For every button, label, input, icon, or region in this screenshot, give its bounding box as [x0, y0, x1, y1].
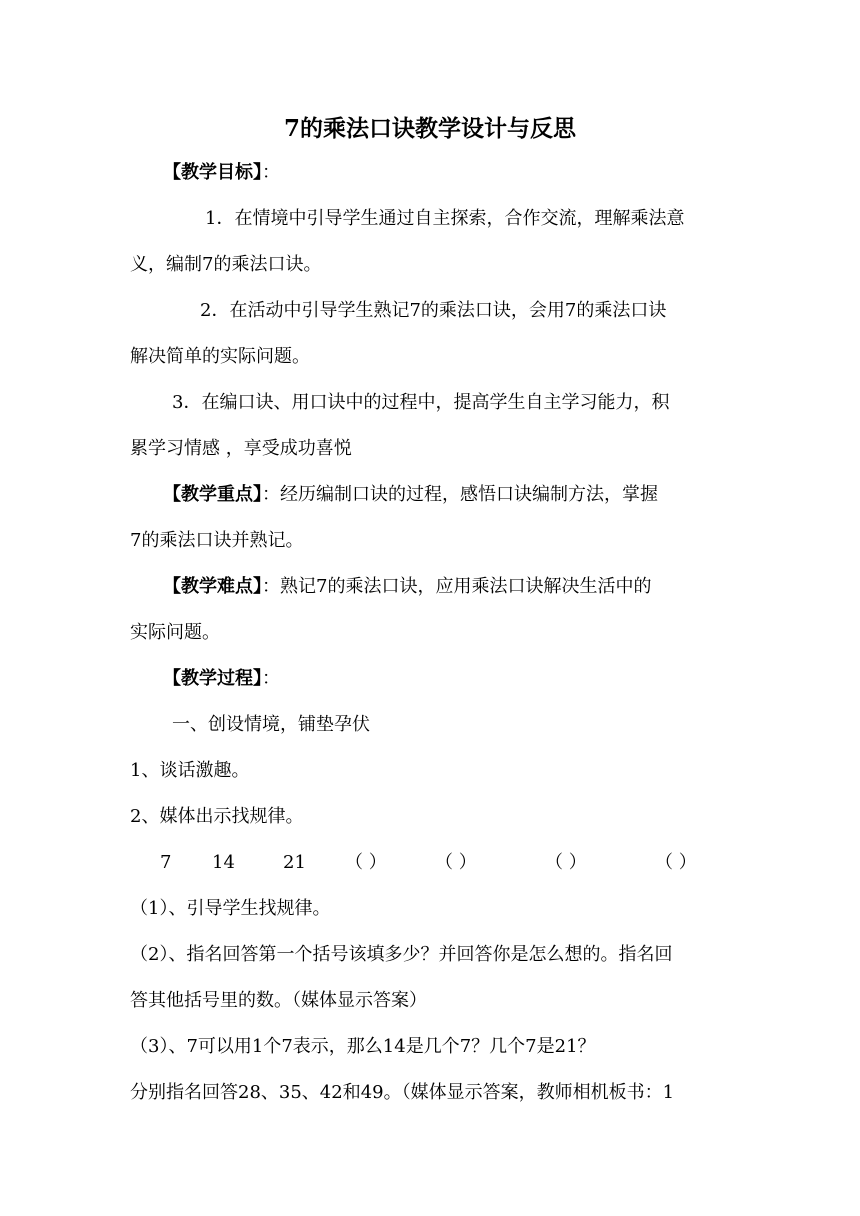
sub-item-3: （3）、7可以用1个7表示，那么14是几个7？几个7是21？ — [130, 1036, 596, 1057]
sequence-value: 14 — [212, 852, 235, 873]
key-points-text: ：经历编制口诀的过程，感悟口诀编制方法，掌握 — [262, 484, 658, 505]
key-points-line-2: 7的乘法口诀并熟记。 — [130, 530, 304, 551]
sub-item-2-line-1: （2）、指名回答第一个括号该填多少？并回答你是怎么想的。指名回 — [130, 944, 673, 965]
goal1-line-2: 义，编制7的乘法口诀。 — [130, 254, 322, 275]
difficulty-line-2: 实际问题。 — [130, 622, 220, 643]
final-paragraph-line: 分别指名回答28、35、42和49。（媒体显示答案，教师相机板书：1 — [130, 1082, 675, 1103]
process-heading-line — [163, 667, 280, 691]
sequence-value: 21 — [283, 852, 306, 873]
sequence-value: 7 — [160, 852, 172, 873]
key-points-heading: 【教学重点】 — [163, 484, 262, 505]
number-sequence — [0, 851, 860, 875]
sequence-blank: （ ） — [545, 852, 587, 873]
difficulty-text: ：熟记7的乘法口诀，应用乘法口诀解决生活中的 — [262, 576, 652, 597]
sub-item-1: （1）、引导学生找规律。 — [130, 898, 331, 919]
process-heading-colon: ： — [262, 668, 280, 689]
sequence-blank: （ ） — [345, 852, 387, 873]
goal-heading-colon: ： — [262, 162, 280, 183]
key-points-line-1 — [163, 483, 658, 507]
goal1-line-1: 1．在情境中引导学生通过自主探索，合作交流，理解乘法意 — [205, 208, 685, 229]
sequence-blank: （ ） — [655, 852, 697, 873]
process-heading: 【教学过程】 — [163, 668, 262, 689]
goal3-line-2: 累学习情感 ，享受成功喜悦 — [130, 438, 352, 459]
item-1: 1、谈话激趣。 — [130, 760, 250, 781]
difficulty-heading: 【教学难点】 — [163, 576, 262, 597]
sequence-blank: （ ） — [435, 852, 477, 873]
section-1-heading: 一、创设情境，铺垫孕伏 — [172, 714, 370, 735]
goal-heading: 【教学目标】 — [163, 162, 262, 183]
goal2-line-2: 解决简单的实际问题。 — [130, 346, 310, 367]
document-title: 7的乘法口诀教学设计与反思 — [283, 115, 576, 142]
goal2-line-1: 2．在活动中引导学生熟记7的乘法口诀，会用7的乘法口诀 — [200, 300, 667, 321]
difficulty-line-1 — [163, 575, 651, 599]
goal3-line-1: 3．在编口诀、用口诀中的过程中，提高学生自主学习能力，积 — [172, 392, 670, 413]
item-2: 2、媒体出示找规律。 — [130, 806, 304, 827]
goal-heading-line — [163, 161, 280, 185]
sub-item-2-line-2: 答其他括号里的数。（媒体显示答案） — [130, 990, 427, 1011]
